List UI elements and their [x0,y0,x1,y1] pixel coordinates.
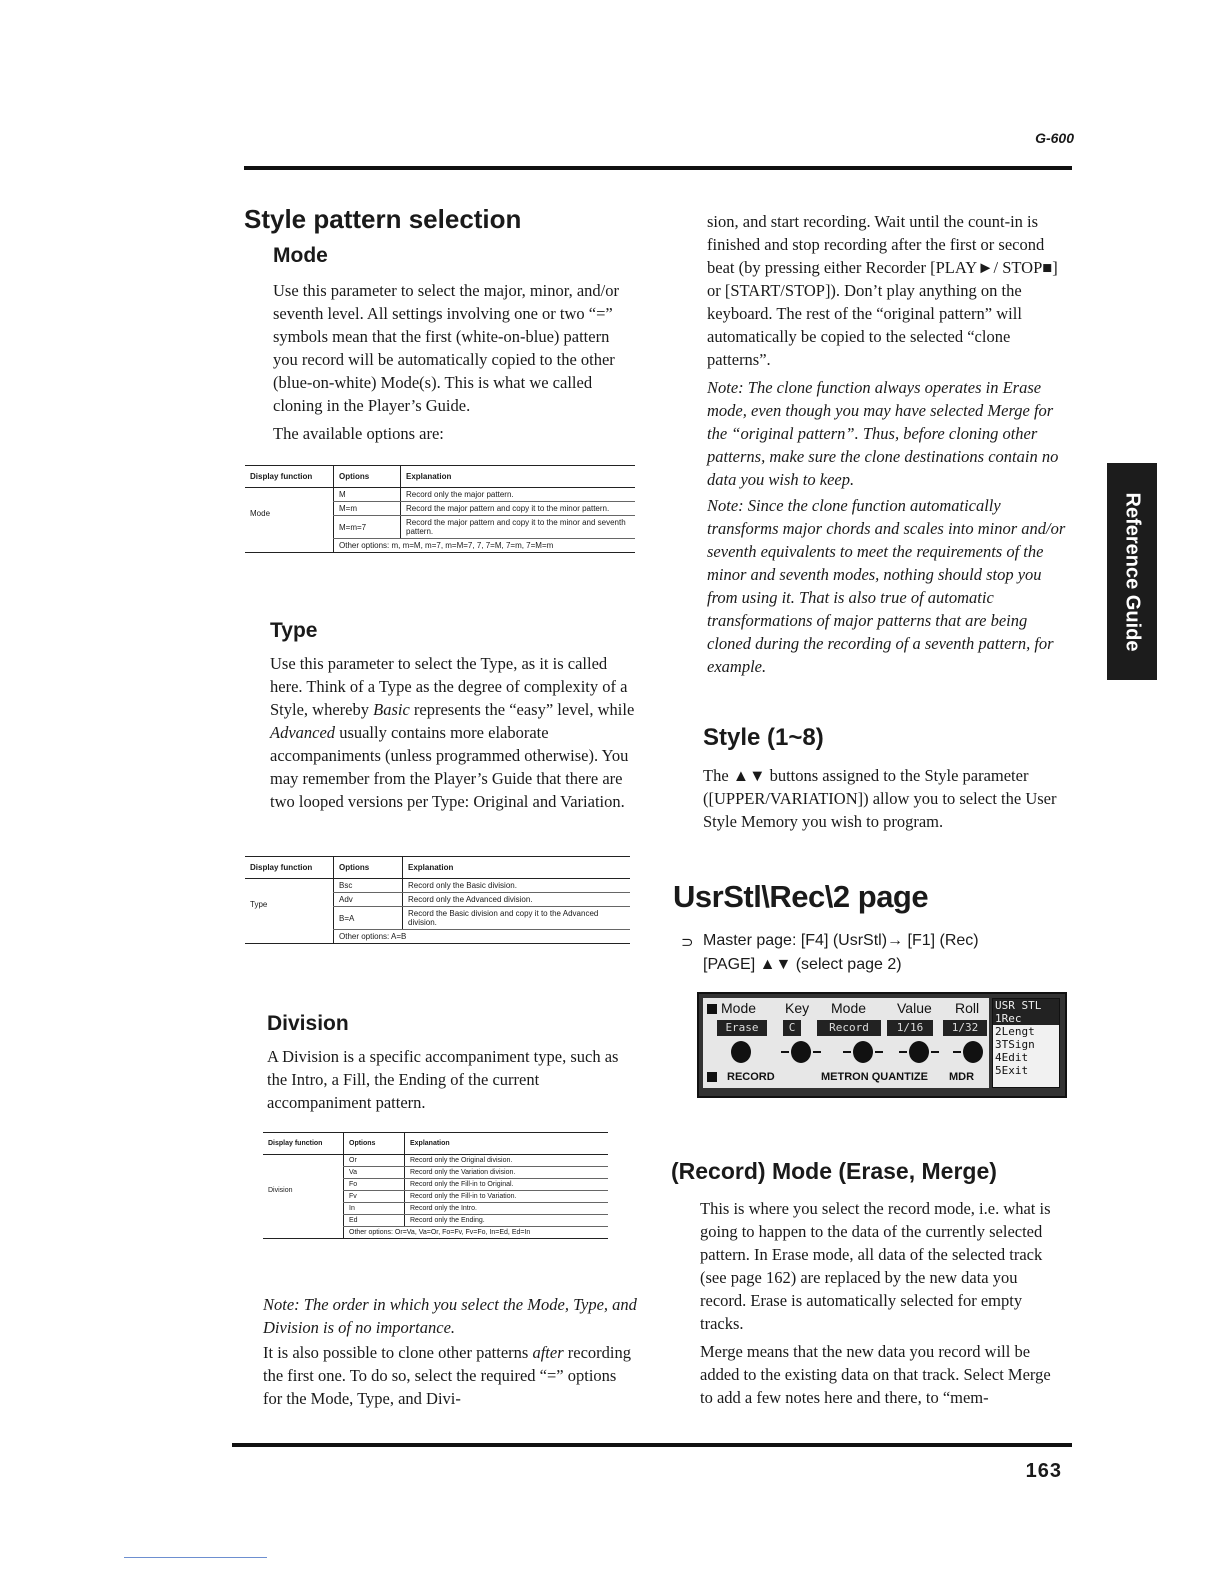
dash [899,1051,907,1053]
table-cell: In [344,1203,405,1215]
table-cell: Fo [344,1179,405,1191]
type-text: usually contains more elaborate accompaniments (unless programmed otherwise). You may remember from the Player’s Guide that there are two looped versions per Type: Original and Variation. [270,723,629,811]
table-other-options: Other options: Or=Va, Va=Or, Fo=Fv, Fv=Fo, In=Ed, Ed=In [344,1227,609,1239]
lcd-label-mdr: MDR [949,1071,975,1083]
style-title: Style (1~8) [703,724,824,751]
lcd-side-menu [992,998,1060,1088]
table-row [245,488,635,502]
lcd-label-record: RECORD [727,1071,775,1083]
mode-title: Mode [273,244,328,267]
table-cell: Record only the Variation division. [405,1167,609,1179]
table-row [245,879,630,893]
table-function-cell: Mode [250,508,271,518]
lcd-display [697,992,1067,1098]
style-paragraph: The ▲▼ buttons assigned to the Style parameter ([UPPER/VARIATION]) allow you to select the User Style Memory you wish to program. [703,766,1057,831]
table-row [263,1155,608,1167]
page-down-icon [707,1072,717,1082]
table-header: Display function [245,857,334,879]
clone-note-transform: Note: Since the clone function automatically transforms major chords and scales into minor and/or seventh equivalents to meet the requirements of the minor and seventh modes, nothing should stop you from using it. That is also true of automatic transformations of major patterns that are being cloned during the recording of a seventh pattern, for example. [707,496,1066,676]
section-title: Style pattern selection [244,204,522,234]
table-cell: Adv [334,893,403,907]
page-up-icon [707,1004,717,1014]
record-mode-title: (Record) Mode (Erase, Merge) [671,1158,997,1184]
table-cell: Ed [344,1215,405,1227]
clone-text: recording the first one. To do so, select the required “=” options for the Mode, Type, and Divi- [263,1343,631,1408]
table-row [245,539,635,553]
merge-paragraph: Merge means that the new data you record will be added to the existing data on that track. Select Merge to add a few notes here and there, to “mem- [700,1342,1051,1407]
record-mode-paragraph: This is where you select the record mode, i.e. what is going to happen to the data of the currently selected pattern. In Erase mode, all data of the selected track (see page 162) are replaced by the new data you record. Erase is automatically selected for empty tracks. [700,1199,1051,1333]
lcd-header-mode2: Mode [831,1000,867,1016]
table-cell: Record only the Ending. [405,1215,609,1227]
clone-after-term: after [532,1343,564,1362]
clone-continued-paragraph: sion, and start recording. Wait until the count-in is finished and stop recording after the first or second beat (by pressing either Recorder [PLAY►/ STOP■] or [START/STOP]). Don’t play anything on the keyboard. The rest of the “original pattern” will automatically be copied to the selected “clone patterns”. [707,212,1058,369]
type-paragraph [270,652,638,813]
arrow-bullet: ⊃ [681,934,694,951]
table-header: Explanation [405,1133,609,1155]
page-select-line: [PAGE] ▲▼ (select page 2) [703,956,902,973]
bottom-rule [232,1443,1072,1447]
table-cell: Record the major pattern and copy it to the minor pattern. [401,502,636,516]
mode-options-intro: The available options are: [273,424,444,443]
clone-text: It is also possible to clone other patterns [263,1343,533,1362]
table-cell: M=m [334,502,401,516]
lcd-menu-item-exit[interactable]: 5Exit [995,1064,1029,1077]
clone-note-erase: Note: The clone function always operates in Erase mode, even though you may have selected Merge for the “original pattern”. Thus, before cloning other patterns, make sure the clone destinations contain no data you wish to keep. [707,378,1059,489]
table-cell: Record the major pattern and copy it to the minor and seventh pattern. [401,516,636,539]
table-row [263,1227,608,1239]
lcd-screen [703,998,989,1088]
lcd-menu-item-rec[interactable]: 1Rec [993,1012,1059,1025]
type-text: Use this parameter to select the Type, as it is called here. Think of a Type as the degree of complexity of a Style, whereby [270,654,628,719]
division-title: Division [267,1012,349,1035]
lcd-value-key[interactable]: C [783,1020,801,1036]
knob-icon[interactable] [853,1041,873,1063]
division-note: Note: The order in which you select the Mode, Type, and Division is of no importance. [263,1295,637,1337]
type-title: Type [270,619,318,642]
knob-icon[interactable] [909,1041,929,1063]
table-function-cell: Division [268,1187,293,1195]
lcd-value-roll[interactable]: 1/32 [943,1020,987,1036]
table-header-row [263,1133,608,1155]
top-rule [244,166,1072,170]
table-other-options: Other options: A=B [334,930,631,944]
mode-paragraph: Use this parameter to select the major, minor, and/or seventh level. All settings involving one or two “=” symbols mean that the first (white-on-blue) pattern you record will be automatically copied to the other (blue-on-white) Mode(s). This is what we called cloning in the Player’s Guide. [273,281,619,415]
table-header: Display function [263,1133,344,1155]
dash [953,1051,961,1053]
dash [875,1051,883,1053]
page-section-title: UsrStl\Rec\2 page [673,879,929,914]
lcd-value-record[interactable]: Record [817,1020,881,1036]
division-table [263,1132,608,1239]
lcd-header-roll: Roll [955,1000,980,1016]
table-cell: Va [344,1167,405,1179]
table-header: Options [334,466,401,488]
lcd-menu-item-edit[interactable]: 4Edit [995,1051,1029,1064]
table-cell: Bsc [334,879,403,893]
table-cell: M [334,488,401,502]
master-page-line: Master page: [F4] (UsrStl)→ [F1] (Rec) [703,932,979,949]
division-paragraph: A Division is a specific accompaniment type, such as the Intro, a Fill, the Ending of the current accompaniment pattern. [267,1047,619,1112]
dash [781,1051,789,1053]
table-header-row [245,857,630,879]
table-cell: Record only the Fill-in to Variation. [405,1191,609,1203]
table-cell: Record only the Basic division. [403,879,631,893]
lcd-header-value: Value [897,1000,932,1016]
table-header-row [245,466,635,488]
page-number: 163 [1025,1460,1062,1482]
table-cell: M=m=7 [334,516,401,539]
type-basic-term: Basic [373,700,410,719]
table-function-cell: Type [250,899,268,909]
table-cell: Record only the Intro. [405,1203,609,1215]
lcd-menu-title: USR STL [993,999,1059,1012]
mode-table [245,465,635,553]
lcd-value-quantize[interactable]: 1/16 [887,1020,933,1036]
table-cell: Record only the Fill-in to Original. [405,1179,609,1191]
lcd-header-mode: Mode [721,1000,757,1016]
table-cell: Or [344,1155,405,1167]
table-header: Options [334,857,403,879]
knob-icon[interactable] [963,1041,983,1063]
type-text: represents the “easy” level, while [409,700,635,719]
side-tab [1107,463,1157,680]
lcd-value-erase[interactable]: Erase [717,1020,767,1036]
dash [931,1051,939,1053]
lcd-label-metron-quantize: METRON QUANTIZE [821,1071,928,1083]
table-cell: Record only the Original division. [405,1155,609,1167]
knob-icon[interactable] [731,1041,751,1063]
type-advanced-term: Advanced [270,723,336,742]
table-cell: B=A [334,907,403,930]
table-cell: Record the Basic division and copy it to the Advanced division. [403,907,631,930]
scan-artifact-line [124,1557,267,1558]
table-row [245,930,630,944]
dash [813,1051,821,1053]
table-cell: Fv [344,1191,405,1203]
type-table [245,856,630,944]
lcd-menu-item-tsign[interactable]: 3TSign [995,1038,1035,1051]
table-other-options: Other options: m, m=M, m=7, m=M=7, 7, 7=M, 7=m, 7=M=m [334,539,636,553]
table-header: Explanation [403,857,631,879]
table-cell: Record only the Advanced division. [403,893,631,907]
clone-paragraph [263,1341,638,1410]
table-header: Options [344,1133,405,1155]
table-cell: Record only the major pattern. [401,488,636,502]
header-model: G-600 [1035,130,1074,146]
table-header: Explanation [401,466,636,488]
knob-icon[interactable] [791,1041,811,1063]
lcd-header-key: Key [785,1000,810,1016]
lcd-menu-item-length[interactable]: 2Lengt [995,1025,1035,1038]
table-header: Display function [245,466,334,488]
dash [843,1051,851,1053]
side-tab-label: Reference Guide [1121,492,1144,651]
